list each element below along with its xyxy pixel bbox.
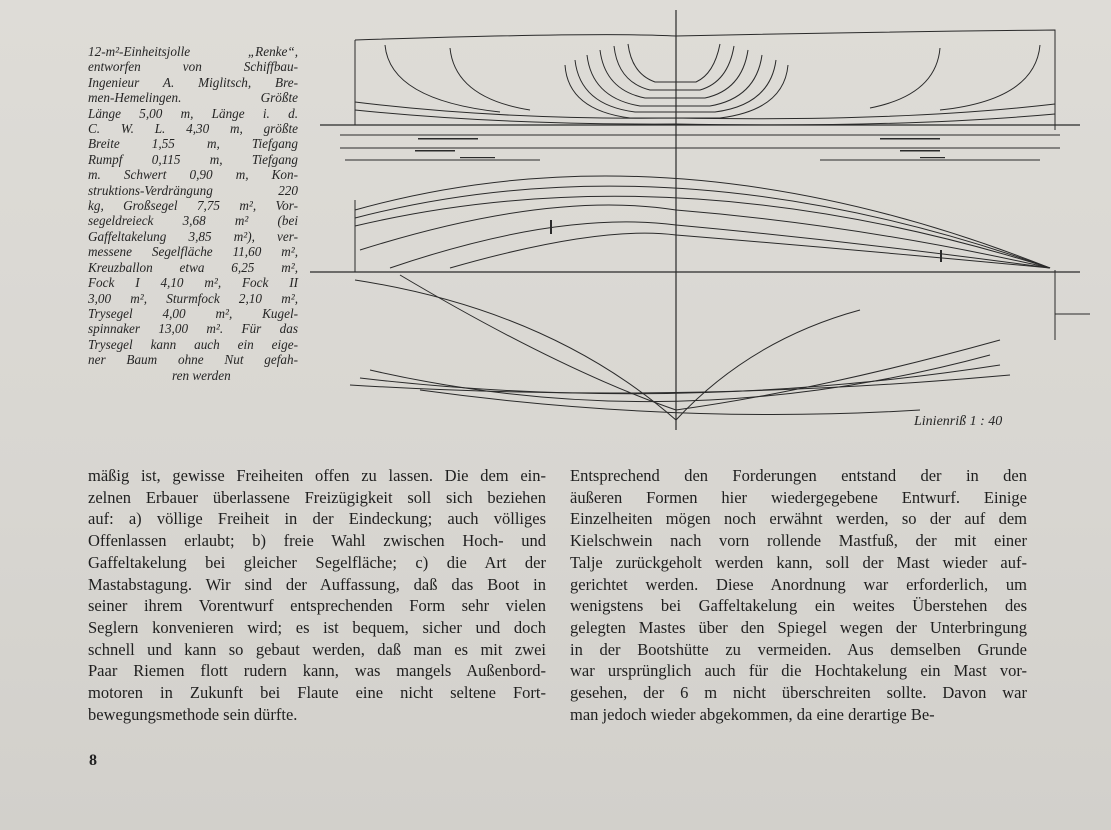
text-line: bewegungsmethode sein dürfte. [88,704,298,724]
text-line: Ingenieur A. Miglitsch, Bre- [88,74,298,90]
text-line: ren werden [172,367,231,383]
text-line: gerichtet werden. Diese Anordnung war erforderlich, um [570,574,1027,594]
text-line: wenigstens bei Gaffeltakelung ein weites Überstehen des [570,596,1027,616]
figure-caption [88,44,298,383]
text-line: 12-m²-Einheitsjolle „Renke“, [88,44,298,59]
text-line: auf: a) völlige Freiheit in der Eindeckung; auch völliges [88,509,546,529]
text-line: segeldreieck 3,68 m² (bei [88,213,298,229]
right-column-text [570,465,1027,725]
text-line: in der Bootshütte zu vermeiden. Aus demselben Grunde [570,639,1027,659]
text-line: men-Hemelingen. Größte [88,90,298,106]
text-line: gelegten Mastes über den Spiegel wegen der Unterbringung [570,617,1027,637]
text-line: Entsprechend den Forderungen entstand der in den [570,466,1027,485]
text-line: Kreuzballon etwa 6,25 m², [88,259,298,275]
text-line: zelnen Erbauer überlassene Freizügigkeit soll sich beziehen [88,487,546,507]
text-line: m. Schwert 0,90 m, Kon- [88,167,298,183]
text-line: kg, Großsegel 7,75 m², Vor- [88,198,298,214]
text-line: mäßig ist, gewisse Freiheiten offen zu lassen. Die dem ein- [88,466,546,485]
drawing-caption: Linienriß 1 : 40 [914,414,1003,429]
text-line: man jedoch wieder abgekommen, da eine derartige Be- [570,704,935,724]
text-line: Gaffeltakelung 3,85 m²), ver- [88,228,298,244]
text-line: spinnaker 13,00 m². Für das [88,321,298,337]
page-number: 8 [89,752,97,769]
text-line: ner Baum ohne Nut gefah- [88,352,298,368]
text-line: Gaffeltakelung bei gleicher Segelfläche; c) die Art der [88,552,546,572]
text-line: Seglern konvenieren wird; es ist bequem, sicher und doch [88,617,546,637]
text-line: Talje zurückgeholt werden kann, soll der Mast wieder auf- [570,552,1027,572]
text-line: Mastabstagung. Wir sind der Auffassung, daß das Boot in [88,574,546,594]
text-line: Offenlassen erlaubt; b) freie Wahl zwischen Hoch- und [88,531,546,551]
text-line: motoren in Zukunft bei Flaute eine nicht seltene Fort- [88,683,546,703]
text-line: Trysegel 4,00 m², Kugel- [88,305,298,321]
text-line: gesehen, der 6 m nicht überschreiten sollte. Davon war [570,683,1027,703]
text-line: Länge 5,00 m, Länge i. d. [88,105,298,121]
text-line: Rumpf 0,115 m, Tiefgang [88,151,298,167]
text-line: Einzelheiten mögen noch erwähnt werden, so der auf dem [570,509,1027,529]
text-line: struktions-Verdrängung 220 [88,182,298,198]
text-line: schnell und kann so gebaut werden, daß man es mit zwei [88,639,546,659]
hull-lines-drawing [300,10,1090,450]
text-line: war ursprünglich auch für die Hochtakelung ein Mast vor- [570,661,1027,681]
text-line: C. W. L. 4,30 m, größte [88,121,298,137]
left-column-text [88,465,546,725]
text-line: äußeren Formen hier wiedergegebene Entwurf. Einige [570,487,1027,507]
text-line: seiner ihrem Vorentwurf entsprechenden Form sehr vielen [88,596,546,616]
text-line: Breite 1,55 m, Tiefgang [88,136,298,152]
text-line: Trysegel kann auch ein eige- [88,336,298,352]
text-line: entworfen von Schiffbau- [88,59,298,75]
text-line: messene Segelfläche 11,60 m², [88,244,298,260]
text-line: 3,00 m², Sturmfock 2,10 m², [88,290,298,306]
text-line: Kielschwein nach vorn rollende Mastfuß, der mit einer [570,531,1027,551]
text-line: Fock I 4,10 m², Fock II [88,275,298,291]
text-line: Paar Riemen flott rudern kann, was mangels Außenbord- [88,661,546,681]
